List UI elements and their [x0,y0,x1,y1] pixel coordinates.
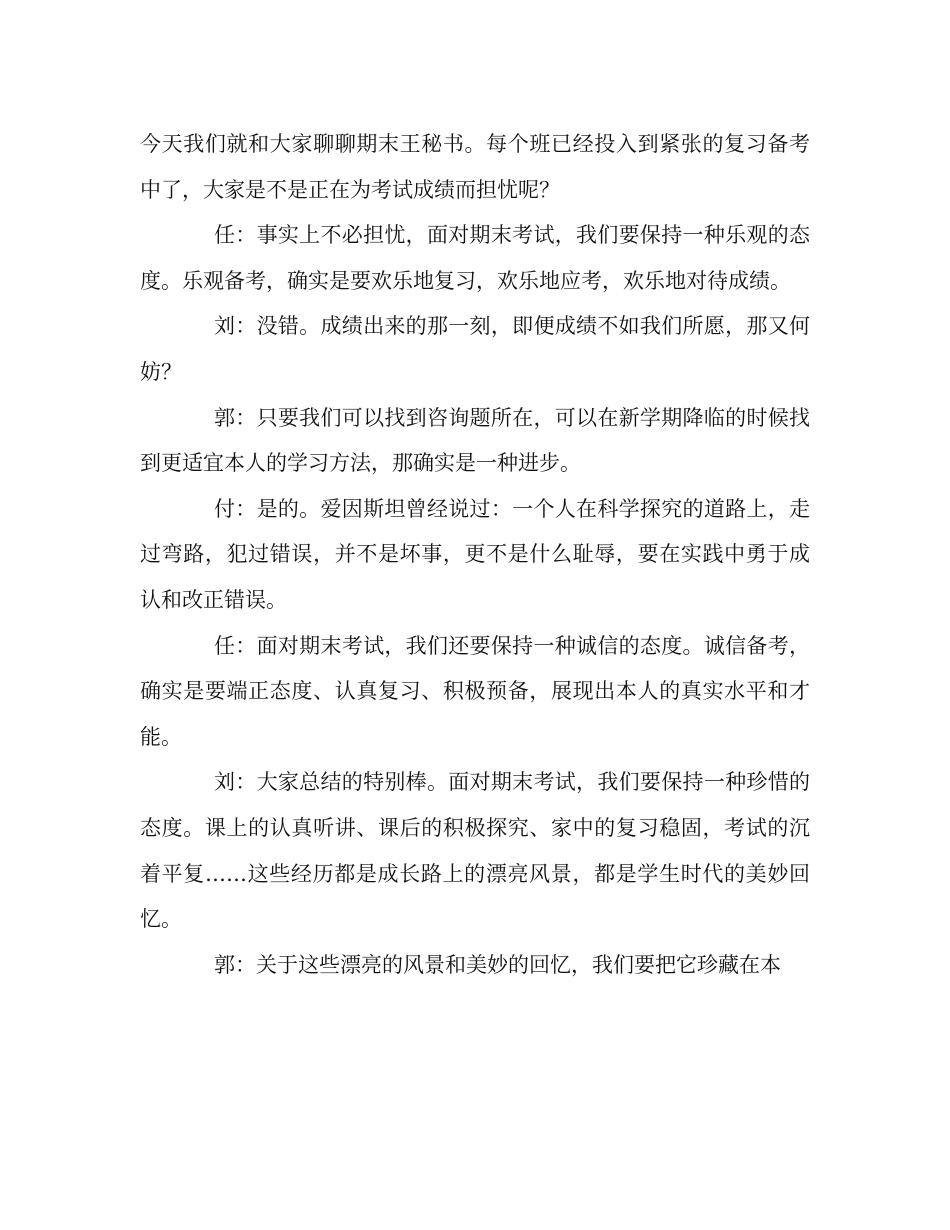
paragraph-ren-optimism: 任：事实上不必担忧，面对期末考试，我们要保持一种乐观的态度。乐观备考，确实是要欢乐地复习，欢乐地应考，欢乐地对待成绩。 [140,223,810,293]
paragraph-ren-integrity: 任：面对期末考试，我们还要保持一种诚信的态度。诚信备考，确实是要端正态度、认真复习、积极预备，展现出本人的真实水平和才能。 [140,633,810,749]
paragraph-fu-einstein: 付：是的。爱因斯坦曾经说过：一个人在科学探究的道路上，走过弯路，犯过错误，并不是坏事，更不是什么耻辱，要在实践中勇于成认和改正错误。 [140,496,810,612]
document-body [140,122,810,988]
paragraph-liu-results: 刘：没错。成绩出来的那一刻，即便成绩不如我们所愿，那又何妨？ [140,314,810,384]
paragraph-guo-memories: 郭：关于这些漂亮的风景和美妙的回忆，我们要把它珍藏在本 [214,952,781,977]
paragraph-liu-cherish: 刘：大家总结的特别棒。面对期末考试，我们要保持一种珍惜的态度。课上的认真听讲、课后的积极探究、家中的复习稳固，考试的沉着平复……这些经历都是成长路上的漂亮风景，都是学生时代的美妙回忆。 [140,770,810,932]
paragraph-guo-progress: 郭：只要我们可以找到咨询题所在，可以在新学期降临的时候找到更适宜本人的学习方法，那确实是一种进步。 [140,405,810,476]
paragraph-intro: 今天我们就和大家聊聊期末王秘书。每个班已经投入到紧张的复习备考中了，大家是不是正在为考试成绩而担忧呢？ [140,132,810,202]
